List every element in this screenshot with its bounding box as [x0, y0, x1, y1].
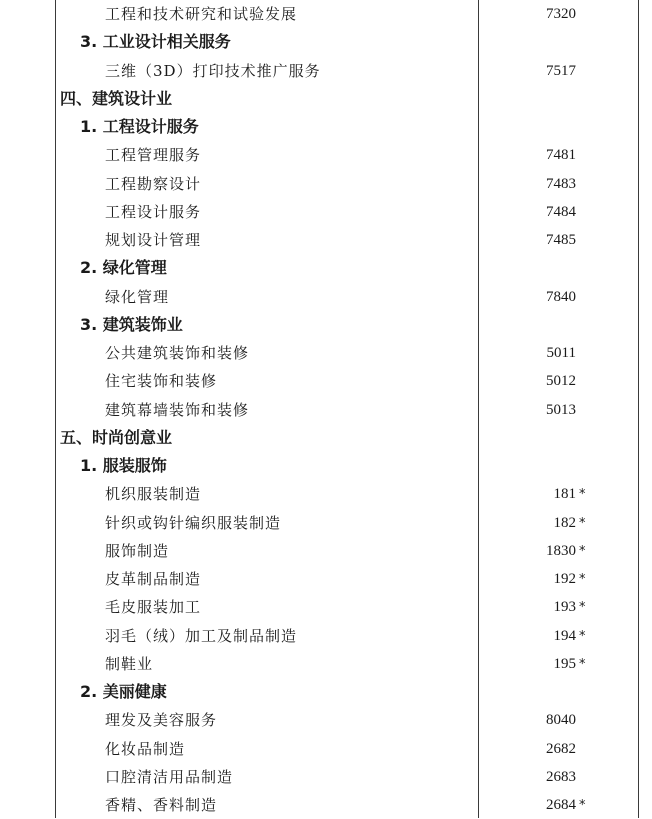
table-row [0, 198, 652, 226]
asterisk-mark: * [579, 543, 586, 559]
asterisk-mark: * [579, 600, 586, 616]
table-row [0, 763, 652, 791]
asterisk-mark: * [579, 628, 586, 644]
industry-code: 8040 [546, 712, 576, 729]
industry-name: 绿化管理 [105, 287, 170, 306]
category-heading-row [0, 452, 652, 480]
industry-name: 服饰制造 [105, 541, 170, 560]
category-heading-row [0, 678, 652, 706]
industry-code: 195 [553, 655, 576, 672]
industry-name: 规划设计管理 [105, 231, 202, 249]
category-heading: 3. 工业设计相关服务 [80, 32, 231, 52]
industry-code: 7483 [546, 175, 576, 192]
category-heading-row [0, 254, 652, 282]
category-heading-row [0, 113, 652, 141]
industry-code: 181 [553, 486, 576, 503]
table-row [0, 565, 652, 593]
industry-name: 羽毛（绒）加工及制品制造 [105, 626, 298, 645]
industry-code: 5012 [546, 373, 576, 390]
industry-name: 理发及美容服务 [105, 711, 218, 730]
industry-code: 194 [553, 627, 576, 644]
table-row [0, 57, 652, 85]
table-row [0, 650, 652, 678]
table-row [0, 170, 652, 198]
industry-name: 住宅装饰和装修 [105, 372, 218, 391]
table-row [0, 622, 652, 650]
asterisk-mark: * [579, 515, 586, 531]
industry-name: 工程勘察设计 [105, 174, 202, 193]
industry-name: 三维（3D）打印技术推广服务 [105, 61, 321, 80]
industry-code: 2682 [546, 740, 576, 757]
category-heading: 1. 服装服饰 [80, 456, 167, 475]
industry-name: 工程管理服务 [105, 146, 202, 165]
industry-code: 7485 [546, 232, 576, 248]
industry-name: 制鞋业 [105, 654, 154, 673]
industry-name: 工程和技术研究和试验发展 [105, 5, 298, 23]
category-heading-row [0, 85, 652, 113]
table-row [0, 141, 652, 169]
category-heading-row [0, 311, 652, 339]
industry-name: 机织服装制造 [105, 485, 202, 504]
table-row [0, 339, 652, 367]
industry-name: 香精、香料制造 [105, 796, 218, 814]
category-heading: 五、时尚创意业 [60, 427, 173, 447]
industry-code: 7481 [546, 147, 576, 164]
table-row [0, 537, 652, 565]
table-row [0, 396, 652, 424]
industry-name: 毛皮服装加工 [105, 598, 202, 617]
asterisk-mark: * [579, 656, 586, 672]
industry-code: 7517 [546, 62, 576, 79]
category-heading: 四、建筑设计业 [60, 88, 173, 108]
table-row [0, 226, 652, 254]
table-row [0, 593, 652, 621]
industry-name: 针织或钩针编织服装制造 [105, 513, 282, 532]
table-row [0, 0, 652, 28]
industry-name: 化妆品制造 [105, 739, 186, 758]
table-row [0, 706, 652, 734]
table-row [0, 791, 652, 819]
industry-code: 1830 [546, 542, 576, 559]
category-heading-row [0, 28, 652, 56]
asterisk-mark: * [579, 798, 586, 813]
industry-code: 7484 [546, 203, 576, 220]
category-heading: 2. 绿化管理 [80, 258, 167, 278]
asterisk-mark: * [579, 487, 586, 503]
industry-name: 建筑幕墙装饰和装修 [105, 400, 250, 419]
industry-code: 5011 [546, 345, 576, 361]
asterisk-mark: * [579, 572, 586, 587]
table-row [0, 283, 652, 311]
industry-name: 口腔清洁用品制造 [105, 767, 234, 786]
industry-name: 公共建筑装饰和装修 [105, 344, 250, 362]
industry-code: 5013 [546, 401, 576, 418]
category-heading: 3. 建筑装饰业 [80, 314, 183, 334]
table-row [0, 509, 652, 537]
industry-name: 皮革制品制造 [105, 570, 202, 588]
category-heading: 2. 美丽健康 [80, 682, 167, 701]
category-heading-row [0, 424, 652, 452]
table-row [0, 367, 652, 395]
industry-name: 工程设计服务 [105, 202, 202, 221]
industry-code: 193 [553, 599, 576, 616]
industry-code: 192 [553, 571, 576, 587]
category-heading: 1. 工程设计服务 [80, 117, 199, 136]
industry-code: 2684 [546, 797, 576, 813]
table-row [0, 735, 652, 763]
industry-code: 7320 [546, 6, 576, 22]
table-row [0, 480, 652, 508]
industry-code: 7840 [546, 288, 576, 305]
industry-code: 2683 [546, 768, 576, 785]
industry-code: 182 [553, 514, 576, 531]
